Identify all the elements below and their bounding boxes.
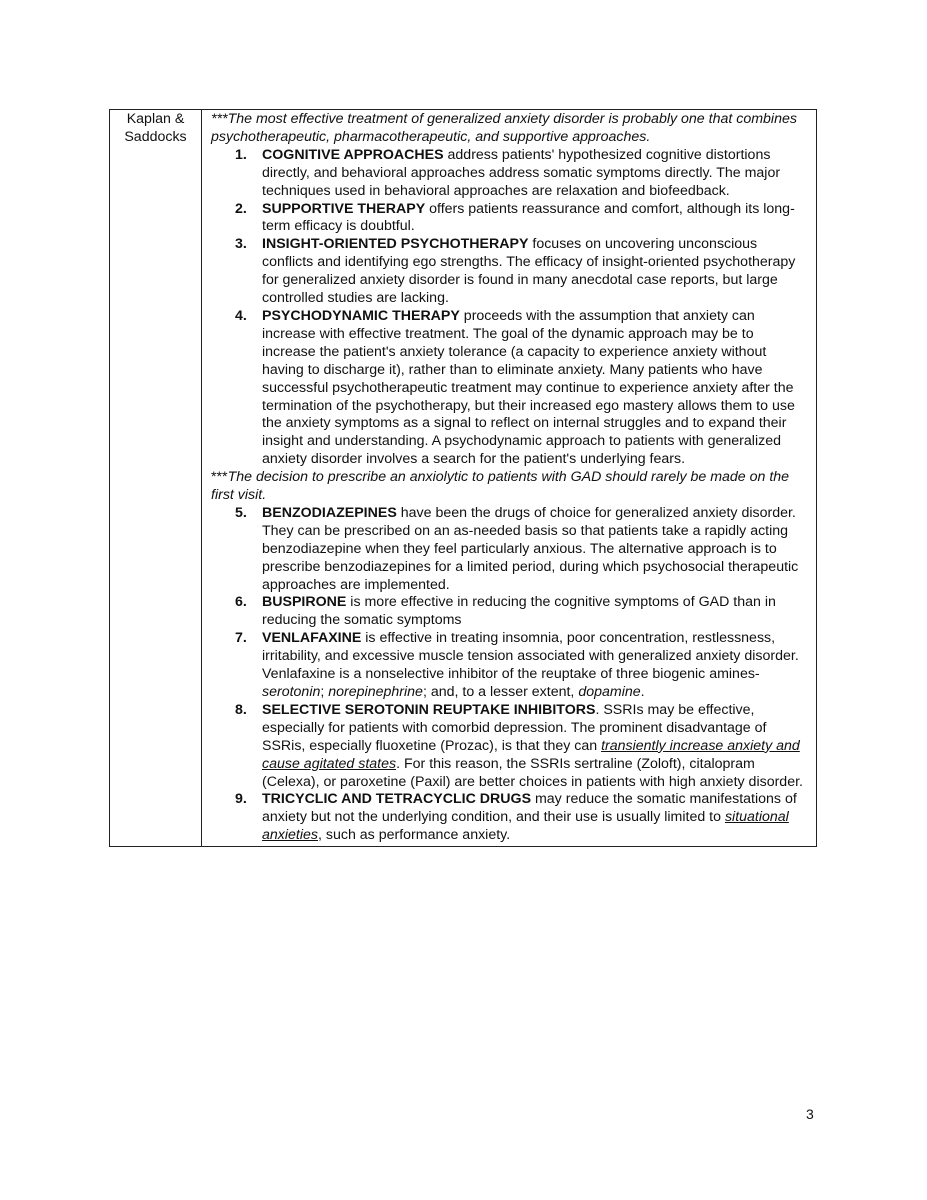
item-number: 6.	[235, 594, 247, 611]
item-term: SELECTIVE SEROTONIN REUPTAKE INHIBITORS	[262, 701, 596, 718]
item-text-end: .	[640, 684, 645, 700]
item-term: COGNITIVE APPROACHES	[262, 146, 444, 163]
item-term: VENLAFAXINE	[262, 630, 362, 647]
item-text: focuses on uncovering unconscious conflicts and identifying ego strengths. The efficacy of insight-oriented psychotherapy for generalized anxiety disorder is found in many anecdotal case reports, but large controlled studies are lacking.	[262, 236, 796, 307]
amine-dopamine: dopamine	[578, 684, 641, 700]
source-cell	[110, 110, 202, 847]
item-text: may reduce the somatic manifestations of anxiety but not the underlying condition, and their use is usually limited to	[262, 791, 797, 826]
table-row	[110, 110, 817, 847]
item-text: address patients' hypothesized cognitive distortions directly, and behavioral approaches address somatic symptoms directly. The major techniques used in behavioral approaches are relaxation and biofeedback.	[262, 146, 781, 199]
content-cell	[202, 110, 817, 847]
item-number: 5.	[235, 504, 247, 521]
amine-serotonin: serotonin	[262, 684, 321, 700]
item-text: is more effective in reducing the cognitive symptoms of GAD than in reducing the somatic symptoms	[262, 594, 776, 629]
item-term: INSIGHT-ORIENTED PSYCHOTHERAPY	[262, 236, 529, 253]
item-number: 8.	[235, 701, 247, 718]
item-number: 7.	[235, 630, 247, 647]
notes-table	[109, 109, 817, 847]
list-item	[235, 504, 808, 595]
page-number: 3	[806, 1106, 814, 1122]
list-item	[235, 200, 808, 237]
treatment-list-pharmacotherapy	[211, 505, 808, 845]
treatment-list-psychotherapy	[211, 147, 808, 469]
note-stars: ***	[211, 469, 228, 486]
item-number: 9.	[235, 791, 247, 808]
emphasized-text: transiently increase anxiety and cause agitated states	[262, 737, 800, 772]
item-term: PSYCHODYNAMIC THERAPY	[262, 307, 460, 324]
item-text-after: , such as performance anxiety.	[318, 827, 511, 844]
item-term: BENZODIAZEPINES	[262, 504, 397, 521]
item-text: offers patients reassurance and comfort, although its long-term efficacy is doubtful.	[262, 200, 795, 235]
item-number: 4.	[235, 307, 247, 324]
emphasized-text: situational anxieties	[262, 809, 789, 844]
item-text-separator: ;	[320, 684, 329, 700]
note-second	[211, 469, 808, 505]
note-text: The decision to prescribe an anxiolytic to patients with GAD should rarely be made on the first visit.	[211, 469, 790, 504]
list-item	[235, 307, 808, 469]
note-stars: ***	[211, 111, 228, 127]
item-text-after: . For this reason, the SSRIs sertraline (Zoloft), citalopram (Celexa), or paroxetine (Paxil) are better choices in patients with high anxiety disorder.	[262, 755, 803, 790]
list-item	[235, 146, 808, 201]
item-number: 2.	[235, 200, 247, 217]
item-text: . SSRIs may be effective, especially for patients with comorbid depression. The prominent disadvantage of SSRis, especially fluoxetine (Prozac), is that they can	[262, 701, 767, 754]
list-item	[235, 594, 808, 630]
list-item	[235, 236, 808, 308]
note-text: The most effective treatment of generalized anxiety disorder is probably one that combines psychotherapeutic, pharmacotherapeutic, and supportive approaches.	[211, 111, 797, 145]
list-item	[235, 791, 808, 845]
item-term: BUSPIRONE	[262, 594, 347, 611]
amine-norepinephrine: norepinephrine	[328, 684, 423, 700]
list-item	[235, 701, 808, 792]
item-number: 1.	[235, 146, 247, 163]
list-item	[235, 630, 808, 702]
item-text: have been the drugs of choice for generalized anxiety disorder. They can be prescribed on an as-needed basis so that patients take a rapidly acting benzodiazepine when they feel particularly anxious. The alternative approach is to prescribe benzodiazepines for a limited period, during which psychosocial therapeutic approaches are implemented.	[262, 504, 799, 593]
item-text-separator: ; and, to a lesser extent,	[422, 684, 579, 700]
item-text: proceeds with the assumption that anxiety can increase with effective treatment. The goal of the dynamic approach may be to increase the patient's anxiety tolerance (a capacity to experience anxiety without having to discharge it), rather than to eliminate anxiety. Many patients who have successful psychotherapeutic treatment may continue to experience anxiety after the termination of the psychotherapy, but their increased ego mastery allows them to use the anxiety symptoms as a signal to reflect on internal struggles and to expand their insight and understanding. A psychodynamic approach to patients with generalized anxiety disorder involves a search for the patient's underlying fears.	[262, 307, 795, 468]
item-text: is effective in treating insomnia, poor concentration, restlessness, irritability, and excessive muscle tension associated with generalized anxiety disorder. Venlafaxine is a nonselective inhibitor of the reuptake of three biogenic amines-	[262, 630, 799, 683]
source-label: Kaplan & Saddocks	[124, 111, 187, 145]
item-term: SUPPORTIVE THERAPY	[262, 200, 426, 217]
item-number: 3.	[235, 236, 247, 253]
note-first	[211, 111, 808, 147]
item-term: TRICYCLIC AND TETRACYCLIC DRUGS	[262, 791, 532, 808]
